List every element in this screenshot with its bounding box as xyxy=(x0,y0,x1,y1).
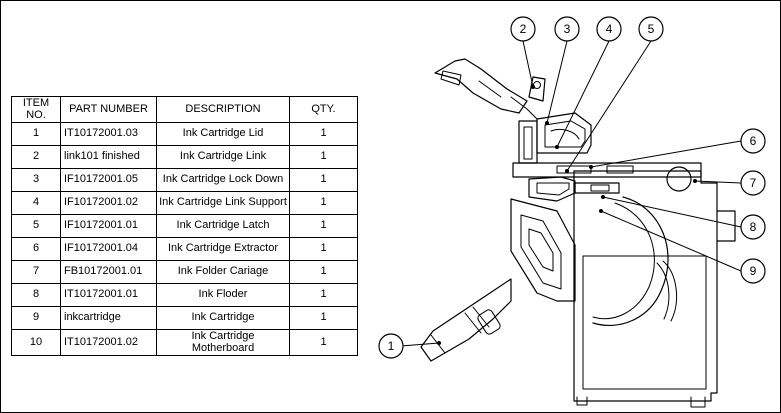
cell-part-number: IF10172001.02 xyxy=(61,192,157,215)
cell-description: Ink Cartridge Link Support xyxy=(157,192,290,215)
leader-5 xyxy=(567,41,651,171)
cell-description: Ink Cartridge Motherboard xyxy=(157,330,290,356)
cell-description: Ink Cartridge Lid xyxy=(157,123,290,146)
table-row xyxy=(12,307,358,330)
table-row xyxy=(12,215,358,238)
table-header xyxy=(12,97,358,123)
cell-item-no: 7 xyxy=(12,261,61,284)
leader-4 xyxy=(557,41,609,147)
table-row xyxy=(12,169,358,192)
bottom-tab-right xyxy=(691,397,705,407)
balloon-label: 3 xyxy=(563,22,571,36)
cell-item-no: 5 xyxy=(12,215,61,238)
side-boss xyxy=(717,211,735,241)
balloon-label: 5 xyxy=(647,22,655,36)
balloon-5[interactable] xyxy=(639,17,663,41)
leader-2 xyxy=(523,41,533,87)
cell-item-no: 4 xyxy=(12,192,61,215)
lever-hook xyxy=(441,71,461,85)
motherboard-inner-recess xyxy=(583,256,706,389)
table-row xyxy=(12,192,358,215)
cell-part-number: inkcartridge xyxy=(61,307,157,330)
cell-qty: 1 xyxy=(290,307,358,330)
link-support-inner xyxy=(524,127,532,159)
balloon-label: 9 xyxy=(749,264,757,278)
column-header-description: DESCRIPTION xyxy=(157,97,290,123)
balloon-9[interactable] xyxy=(741,259,765,283)
ink-folder-curve xyxy=(593,197,668,325)
cell-description: Ink Cartridge Link xyxy=(157,146,290,169)
cell-item-no: 8 xyxy=(12,284,61,307)
balloon-1[interactable] xyxy=(379,334,403,358)
balloon-3[interactable] xyxy=(555,17,579,41)
balloon-group xyxy=(379,17,765,358)
cell-item-no: 6 xyxy=(12,238,61,261)
table-row xyxy=(12,261,358,284)
column-header-item-no: ITEM NO. xyxy=(12,97,61,123)
cell-description: Ink Cartridge Extractor xyxy=(157,238,290,261)
column-header-part-number: PART NUMBER xyxy=(61,97,157,123)
cell-description: Ink Cartridge xyxy=(157,307,290,330)
leader-dots xyxy=(437,85,697,345)
balloon-4[interactable] xyxy=(597,17,621,41)
latch-inner xyxy=(537,183,569,195)
cell-qty: 1 xyxy=(290,146,358,169)
lever-joint xyxy=(511,97,537,119)
table-row xyxy=(12,330,358,356)
ink-cartridge-inner-pocket xyxy=(529,229,553,271)
leader-8 xyxy=(603,197,741,227)
cell-description: Ink Cartridge Lock Down xyxy=(157,169,290,192)
table-row xyxy=(12,123,358,146)
cell-qty: 1 xyxy=(290,261,358,284)
lock-down-inner xyxy=(545,121,585,147)
balloon-label: 7 xyxy=(749,176,757,190)
leader-1 xyxy=(401,343,439,346)
balloon-label: 1 xyxy=(387,339,395,353)
cell-description: Ink Floder xyxy=(157,284,290,307)
balloon-label: 2 xyxy=(519,22,527,36)
cell-description: Ink Cartridge Latch xyxy=(157,215,290,238)
cell-part-number: IT10172001.03 xyxy=(61,123,157,146)
leader-3 xyxy=(547,41,567,123)
ink-cartridge-body xyxy=(511,199,575,301)
balloon-8[interactable] xyxy=(741,215,765,239)
balloon-2[interactable] xyxy=(511,17,535,41)
cell-item-no: 10 xyxy=(12,330,61,356)
lever-edge xyxy=(479,81,501,97)
cell-item-no: 1 xyxy=(12,123,61,146)
cell-qty: 1 xyxy=(290,215,358,238)
cell-part-number: IF10172001.04 xyxy=(61,238,157,261)
ink-folder-arc-detail xyxy=(663,261,677,321)
cell-qty: 1 xyxy=(290,284,358,307)
cell-description: Ink Folder Cariage xyxy=(157,261,290,284)
balloon-label: 4 xyxy=(605,22,613,36)
balloon-label: 8 xyxy=(749,220,757,234)
assembly-drawing xyxy=(361,1,781,413)
balloon-7[interactable] xyxy=(741,171,765,195)
table-body xyxy=(12,123,358,356)
column-header-qty: QTY. xyxy=(290,97,358,123)
cell-part-number: link101 finished xyxy=(61,146,157,169)
extractor-slot xyxy=(591,185,609,191)
table-row xyxy=(12,238,358,261)
cell-part-number: FB10172001.01 xyxy=(61,261,157,284)
assembly-geometry xyxy=(421,59,735,407)
table-row xyxy=(12,146,358,169)
cell-item-no: 3 xyxy=(12,169,61,192)
motherboard-plate-outline xyxy=(574,171,717,401)
cell-qty: 1 xyxy=(290,123,358,146)
cell-part-number: IT10172001.02 xyxy=(61,330,157,356)
cell-qty: 1 xyxy=(290,238,358,261)
leader-lines xyxy=(401,41,741,346)
cell-qty: 1 xyxy=(290,330,358,356)
cell-part-number: IF10172001.05 xyxy=(61,169,157,192)
cell-item-no: 9 xyxy=(12,307,61,330)
cell-qty: 1 xyxy=(290,192,358,215)
cell-qty: 1 xyxy=(290,169,358,192)
carriage-slot-2 xyxy=(607,166,633,173)
balloon-label: 6 xyxy=(749,134,757,148)
table-row xyxy=(12,284,358,307)
cell-part-number: IT10172001.01 xyxy=(61,284,157,307)
table-header-row xyxy=(12,97,358,123)
cell-part-number: IF10172001.01 xyxy=(61,215,157,238)
bill-of-materials-table xyxy=(11,96,358,356)
balloon-6[interactable] xyxy=(741,129,765,153)
upper-lever-arm xyxy=(435,59,527,113)
cell-item-no: 2 xyxy=(12,146,61,169)
